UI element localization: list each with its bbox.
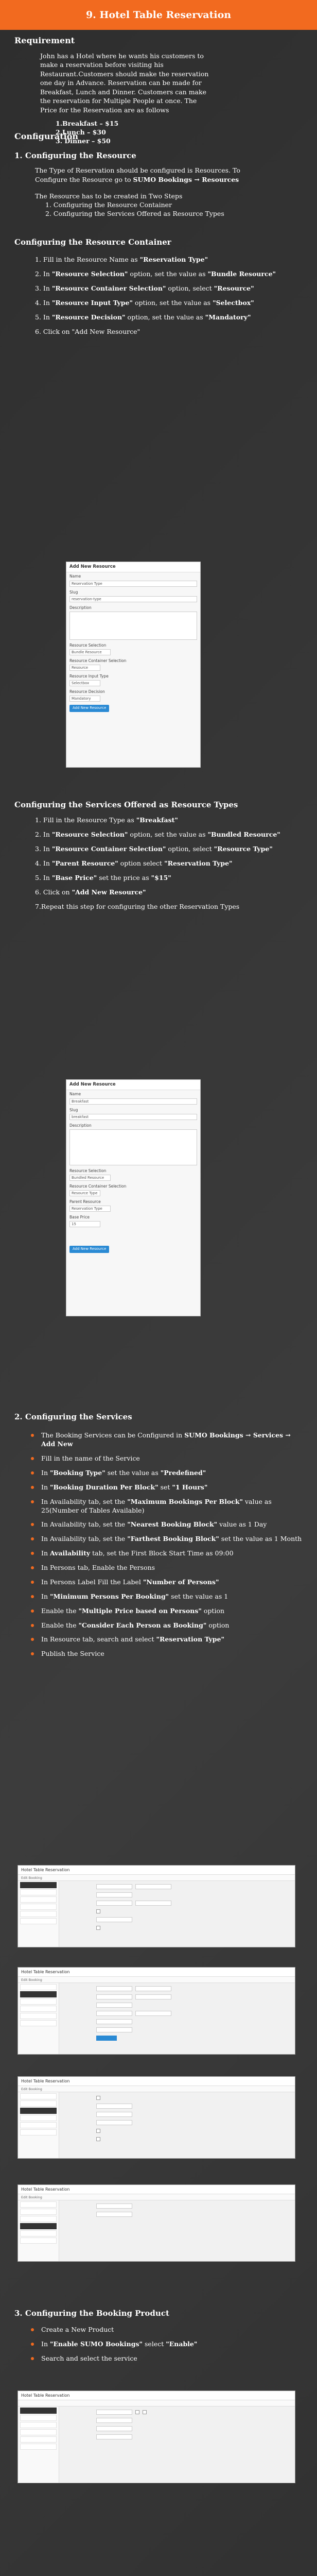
step-item: 4. In "Parent Resource" option select "Reservation Type"	[35, 859, 233, 867]
list-item: In Availability tab, set the "Maximum Bookings Per Block" value as 25(Number of Tables Available)	[31, 1498, 303, 1515]
field-label: Resource Input Type	[69, 674, 109, 679]
step-item: 5. In "Resource Decision" option, set the value as "Mandatory"	[35, 313, 251, 321]
step-item: 1. Fill in the Resource Type as "Breakfast"	[35, 816, 178, 824]
add-new-resource-button[interactable]: Add New Resource	[69, 705, 109, 711]
input-type-select[interactable]: Selectbox	[69, 680, 100, 686]
two-steps-text: The Resource has to be created in Two Steps	[35, 192, 183, 200]
step-item: 6. Click on "Add New Resource"	[35, 327, 140, 335]
two-steps-list	[45, 201, 303, 218]
screenshot-subtitle: Edit Booking	[18, 1875, 295, 1881]
add-resource-type-panel	[66, 1079, 201, 1316]
resource-selection-select[interactable]: Bundled Resource	[69, 1175, 111, 1181]
step-item: 4. In "Resource Input Type" option, set the value as "Selectbox"	[35, 298, 254, 307]
list-item: The Booking Services can be Configured in SUMO Bookings → Services → Add New	[31, 1431, 303, 1449]
step-item: 2. In "Resource Selection" option, set the value as "Bundled Resource"	[35, 831, 280, 839]
step-item: 7.Repeat this step for configuring the other Reservation Types	[35, 902, 240, 910]
product-section	[14, 2308, 303, 2369]
field-label: Slug	[69, 1107, 78, 1112]
list-item: In Persons tab, Enable the Persons	[31, 1564, 303, 1572]
product-screenshot	[17, 2391, 295, 2483]
description-textarea[interactable]	[69, 1129, 197, 1165]
requirement-text: John has a Hotel where he wants his customers to make a reservation before visiting his Restaurant.Customers should make the reservation one day in Advance. Reservation can be made for Breakfast, Lunch and Dinner. Customers can make the reservation for Multiple People at once. The Price for the Reservation are as follows	[40, 52, 209, 114]
screenshot-subtitle: Edit Booking	[18, 2194, 295, 2200]
list-item: In "Minimum Persons Per Booking" set the value as 1	[31, 1592, 303, 1601]
services-section	[14, 1412, 303, 1664]
resource-types-heading: Configuring the Services Offered as Resource Types	[14, 800, 238, 809]
panel-title: Add New Resource	[66, 1080, 200, 1090]
slug-input[interactable]: reservation-type	[69, 596, 197, 602]
field-label: Slug	[69, 589, 78, 595]
field-label: Name	[69, 1092, 81, 1097]
list-item: 1. Configuring the Resource Container	[45, 201, 172, 209]
configuration-section	[14, 131, 303, 218]
product-heading: 3. Configuring the Booking Product	[14, 2309, 169, 2318]
screenshot-title: Hotel Table Reservation	[18, 2391, 295, 2400]
service-general-screenshot	[17, 1865, 295, 1947]
slug-input[interactable]: breakfast	[69, 1114, 197, 1120]
step-item: 1. Fill in the Resource Name as "Reservation Type"	[35, 256, 208, 264]
field-label: Resource Container Selection	[69, 1183, 127, 1189]
field-label: Resource Decision	[69, 689, 105, 694]
field-label: Resource Container Selection	[69, 658, 127, 663]
page-banner: 9. Hotel Table Reservation	[0, 0, 317, 30]
services-heading: 2. Configuring the Services	[14, 1412, 132, 1421]
service-availability-screenshot	[17, 1967, 295, 2055]
container-selection-select[interactable]: Resource Type	[69, 1190, 100, 1196]
screenshot-subtitle: Edit Booking	[18, 2086, 295, 2092]
step-item: 6. Click on "Add New Resource"	[35, 888, 146, 896]
resource-types-section	[14, 800, 303, 917]
requirement-section	[14, 35, 303, 146]
add-new-resource-button[interactable]: Add New Resource	[69, 1246, 109, 1252]
step-item: 3. In "Resource Container Selection" option, select "Resource Type"	[35, 845, 273, 853]
decision-select[interactable]: Mandatory	[69, 696, 100, 702]
list-item: Search and select the service	[31, 2354, 303, 2363]
list-item: Fill in the name of the Service	[31, 1454, 303, 1463]
name-input[interactable]: Reservation Type	[69, 581, 197, 587]
description-textarea[interactable]	[69, 612, 197, 640]
screenshot-title: Hotel Table Reservation	[18, 1866, 295, 1875]
resource-container-heading: Configuring the Resource Container	[14, 238, 171, 247]
name-input[interactable]: Breakfast	[69, 1098, 197, 1105]
list-item: In Availability tab, set the "Nearest Booking Block" value as 1 Day	[31, 1520, 303, 1529]
add-resource-panel	[66, 562, 201, 768]
list-item: In "Booking Duration Per Block" set "1 Hours"	[31, 1483, 303, 1492]
list-item: In Availability tab, set the "Farthest Booking Block" set the value as 1 Month	[31, 1535, 303, 1544]
list-item: In Persons Label Fill the Label "Number of Persons"	[31, 1578, 303, 1587]
field-label: Parent Resource	[69, 1199, 101, 1205]
list-item: In Resource tab, search and select "Reservation Type"	[31, 1635, 303, 1644]
price-item: 1.Breakfast – $15	[56, 120, 119, 128]
list-item: Enable the "Consider Each Person as Booking" option	[31, 1621, 303, 1630]
parent-resource-select[interactable]: Reservation Type	[69, 1206, 111, 1212]
requirement-heading: Requirement	[14, 36, 75, 45]
list-item: Enable the "Multiple Price based on Persons" option	[31, 1607, 303, 1616]
list-item: Publish the Service	[31, 1650, 303, 1658]
screenshot-title: Hotel Table Reservation	[18, 2077, 295, 2086]
field-label: Description	[69, 605, 92, 610]
field-label: Description	[69, 1123, 92, 1128]
configuration-heading: Configuration	[14, 131, 79, 141]
configure-resource-text: The Type of Reservation should be configured is Resources. To Configure the Resource go to SUMO Bookings → Resources	[35, 166, 240, 183]
field-label: Base Price	[69, 1215, 90, 1220]
list-item: Create a New Product	[31, 2326, 303, 2334]
step-item: 5. In "Base Price" set the price as "$15"	[35, 873, 171, 882]
configure-resource-heading: 1. Configuring the Resource	[14, 150, 136, 160]
container-selection-select[interactable]: Resource	[69, 665, 100, 671]
step-item: 2. In "Resource Selection" option, set the value as "Bundle Resource"	[35, 270, 276, 278]
service-persons-screenshot	[17, 2076, 295, 2159]
price-item: 3. Dinner – $50	[56, 137, 111, 145]
list-item: In "Booking Type" set the value as "Predefined"	[31, 1469, 303, 1478]
service-resource-screenshot	[17, 2184, 295, 2262]
panel-title: Add New Resource	[66, 562, 200, 572]
step-item: 3. In "Resource Container Selection" option, select "Resource"	[35, 284, 254, 292]
screenshot-subtitle: Edit Booking	[18, 1977, 295, 1983]
field-label: Resource Selection	[69, 1168, 107, 1173]
list-item: 2. Configuring the Services Offered as Resource Types	[45, 210, 224, 218]
base-price-input[interactable]: 15	[69, 1221, 100, 1227]
price-item: 2.Lunch – $30	[56, 128, 106, 136]
field-label: Resource Selection	[69, 642, 107, 648]
resource-container-section	[14, 237, 303, 342]
list-item: In Availability tab, set the First Block Start Time as 09:00	[31, 1549, 303, 1558]
resource-selection-select[interactable]: Bundle Resource	[69, 649, 111, 655]
field-label: Name	[69, 574, 81, 579]
screenshot-title: Hotel Table Reservation	[18, 2185, 295, 2194]
list-item: In "Enable SUMO Bookings" select "Enable"	[31, 2340, 303, 2349]
screenshot-title: Hotel Table Reservation	[18, 1968, 295, 1977]
